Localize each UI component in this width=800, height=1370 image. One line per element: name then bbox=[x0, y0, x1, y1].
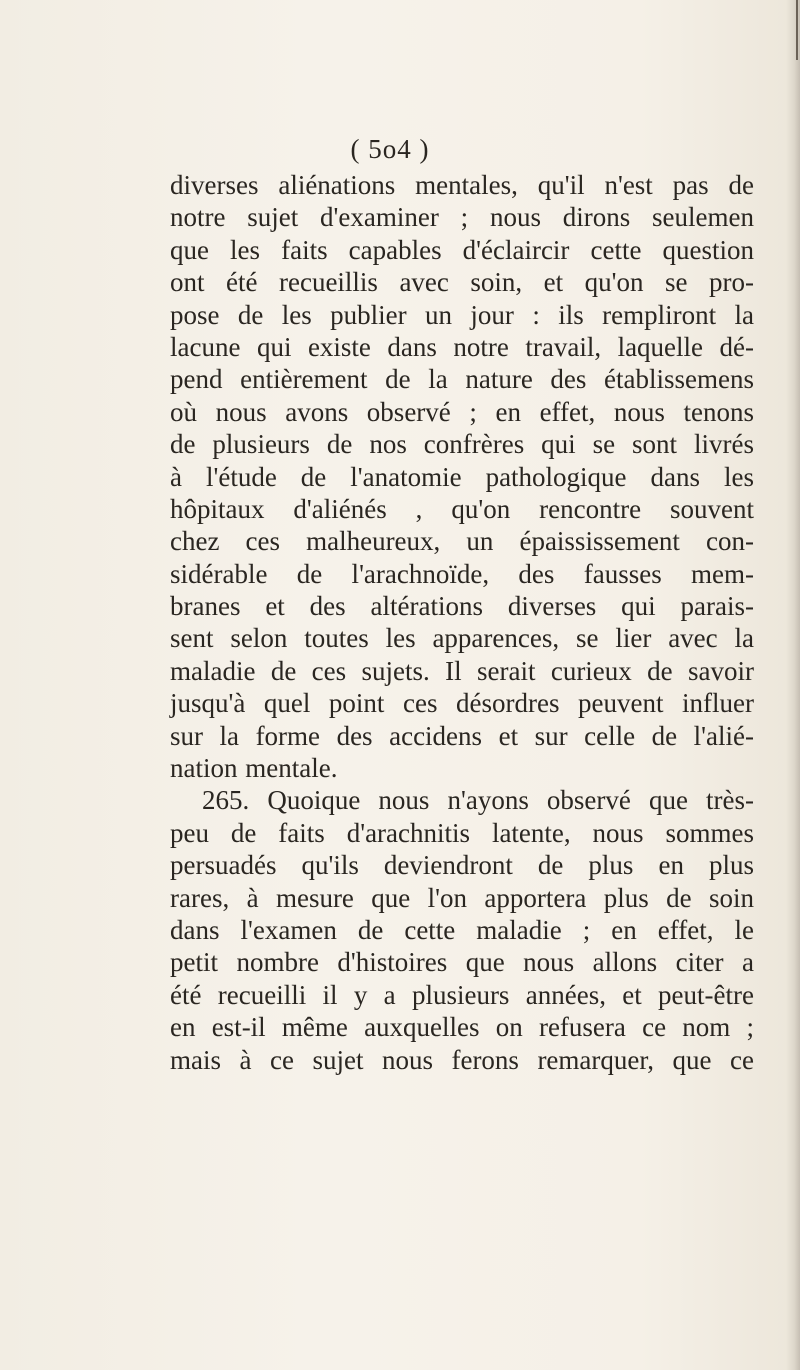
text-line: dans l'examen de cette maladie ; en effet, le bbox=[170, 914, 754, 945]
text-line: sur la forme des accidens et sur celle de l'alié- bbox=[170, 720, 754, 751]
text-line: jusqu'à quel point ces désordres peuvent influer bbox=[170, 688, 754, 719]
text-line: ont été recueillis avec soin, et qu'on se pro- bbox=[170, 267, 754, 298]
text-line: pend entièrement de la nature des établissemens bbox=[170, 364, 754, 395]
page-number-text: ( 5o4 ) bbox=[350, 134, 430, 164]
text-line: notre sujet d'examiner ; nous dirons seulemen bbox=[170, 202, 754, 233]
text-line: petit nombre d'histoires que nous allons citer a bbox=[170, 947, 754, 978]
page-edge-shadow bbox=[786, 0, 800, 1370]
text-line-paragraph-end: nation mentale. bbox=[170, 753, 338, 784]
text-line: à l'étude de l'anatomie pathologique dans les bbox=[170, 461, 754, 492]
text-line: été recueilli il y a plusieurs années, et peut-être bbox=[170, 979, 754, 1010]
text-line: rares, à mesure que l'on apportera plus de soin bbox=[170, 882, 754, 913]
text-line: branes et des altérations diverses qui parais- bbox=[170, 591, 754, 622]
text-line: pose de les publier un jour : ils rempliront la bbox=[170, 299, 754, 330]
text-line: hôpitaux d'aliénés , qu'on rencontre souvent bbox=[170, 493, 754, 524]
page-edge-mark bbox=[796, 0, 798, 60]
text-line: chez ces malheureux, un épaississement con- bbox=[170, 526, 754, 557]
text-line: de plusieurs de nos confrères qui se sont livrés bbox=[170, 429, 754, 460]
text-line-paragraph-start: 265. Quoique nous n'ayons observé que très- bbox=[202, 785, 754, 816]
text-line: en est-il même auxquelles on refusera ce nom ; bbox=[170, 1012, 754, 1043]
text-line: où nous avons observé ; en effet, nous tenons bbox=[170, 396, 754, 427]
body-text bbox=[170, 169, 754, 1076]
text-line: sent selon toutes les apparences, se lier avec la bbox=[170, 623, 754, 654]
text-line: persuadés qu'ils deviendront de plus en plus bbox=[170, 850, 754, 881]
page-number bbox=[0, 134, 800, 165]
text-line: maladie de ces sujets. Il serait curieux de savoir bbox=[170, 655, 754, 686]
text-line: peu de faits d'arachnitis latente, nous sommes bbox=[170, 817, 754, 848]
text-line: mais à ce sujet nous ferons remarquer, que ce bbox=[170, 1044, 754, 1075]
text-line: sidérable de l'arachnoïde, des fausses mem- bbox=[170, 558, 754, 589]
text-line: que les faits capables d'éclaircir cette question bbox=[170, 234, 754, 265]
text-line: lacune qui existe dans notre travail, laquelle dé- bbox=[170, 331, 754, 362]
text-line: diverses aliénations mentales, qu'il n'est pas de bbox=[170, 170, 754, 200]
